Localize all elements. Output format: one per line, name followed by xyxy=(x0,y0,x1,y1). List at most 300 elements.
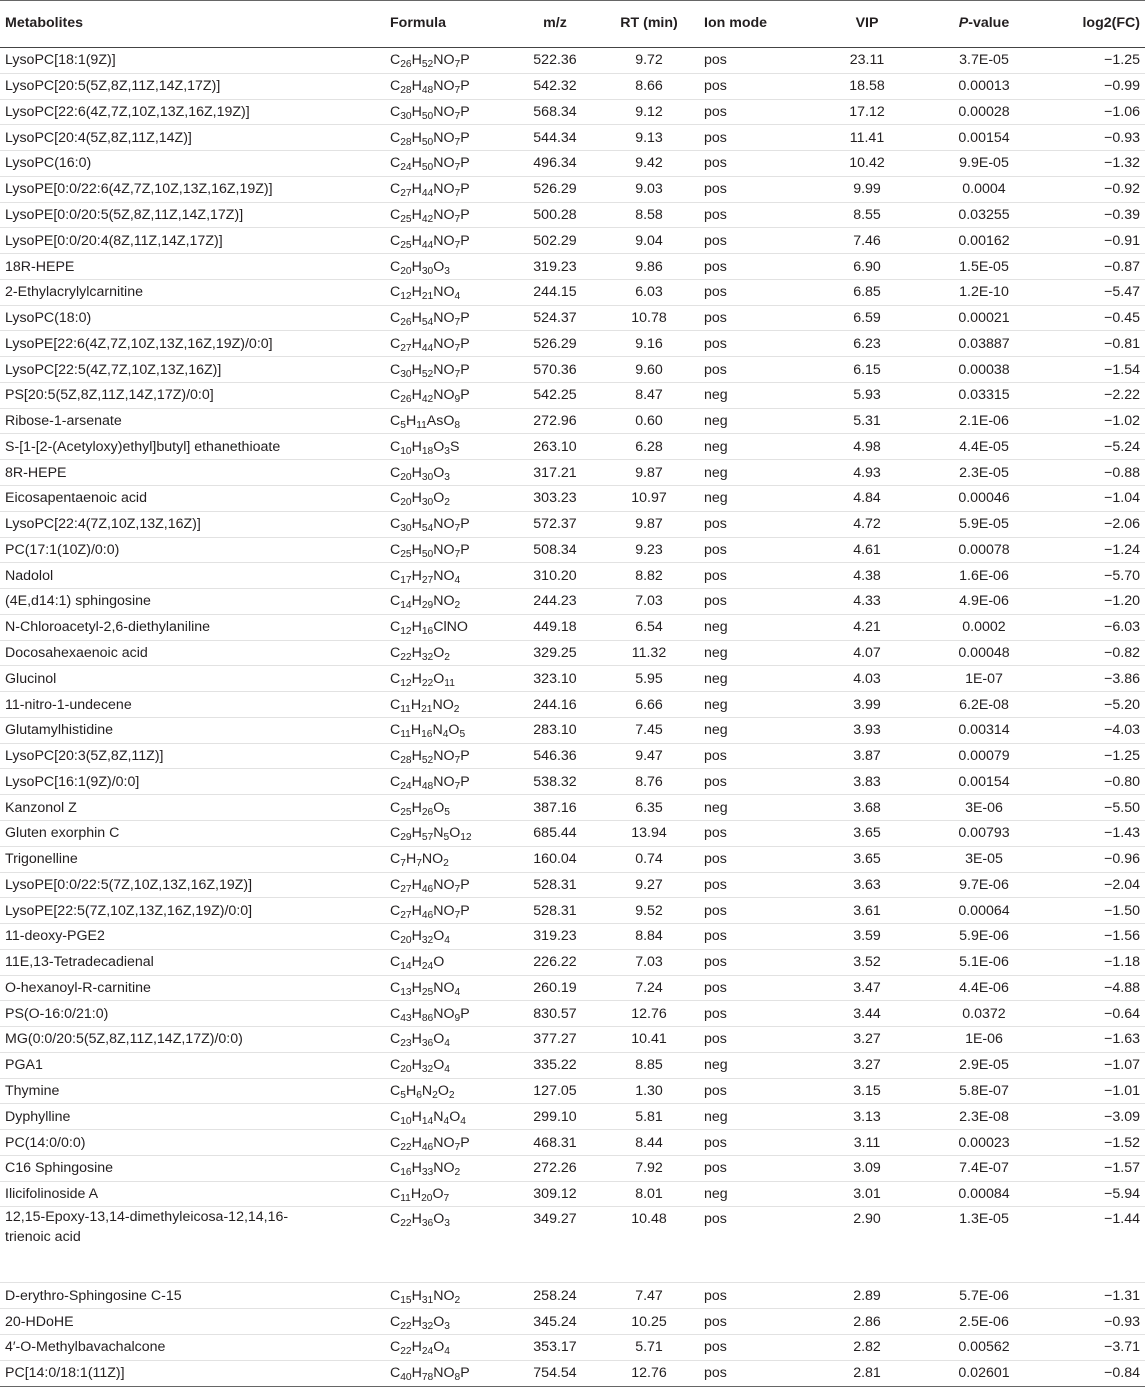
mz-value: 524.37 xyxy=(516,305,594,331)
formula-element: H xyxy=(411,232,422,249)
formula-element: NO xyxy=(433,284,455,301)
p-value: 0.00048 xyxy=(922,640,1046,666)
formula-element: NO xyxy=(433,593,455,610)
log2fc-value: −1.57 xyxy=(1046,1155,1145,1181)
formula-subscript: 22 xyxy=(400,1346,412,1358)
rt-value: 10.25 xyxy=(594,1309,704,1335)
formula-element: C xyxy=(390,206,401,223)
ion-mode-value: neg xyxy=(704,1181,812,1207)
ion-mode-value: pos xyxy=(704,589,812,615)
formula-element: NO xyxy=(433,773,455,790)
vip-value: 3.65 xyxy=(812,846,922,872)
p-value: 0.00562 xyxy=(922,1334,1046,1360)
ion-mode-value: pos xyxy=(704,949,812,975)
ion-mode-value: pos xyxy=(704,254,812,280)
formula-element: C xyxy=(390,438,401,455)
mz-value: 502.29 xyxy=(516,228,594,254)
p-value: 0.00314 xyxy=(922,717,1046,743)
table-row xyxy=(0,125,1145,151)
metabolite-name: Nadolol xyxy=(0,563,390,589)
formula-element: P xyxy=(460,748,470,765)
formula-cell xyxy=(390,1283,516,1309)
formula-cell xyxy=(390,640,516,666)
metabolite-name: 8R-HEPE xyxy=(0,460,390,486)
rt-value: 9.13 xyxy=(594,125,704,151)
log2fc-value: −1.07 xyxy=(1046,1052,1145,1078)
metabolite-name: LysoPC[20:4(5Z,8Z,11Z,14Z)] xyxy=(0,125,390,151)
formula-element: P xyxy=(460,1365,470,1382)
vip-value: 2.89 xyxy=(812,1283,922,1309)
formula-element: H xyxy=(411,567,422,584)
formula-subscript: 4 xyxy=(454,291,461,303)
formula-element: O xyxy=(433,1057,445,1074)
formula-subscript: 3 xyxy=(444,265,450,277)
mz-value: 546.36 xyxy=(516,743,594,769)
header-formula: Formula xyxy=(390,1,516,48)
formula-element: O xyxy=(433,1211,445,1228)
rt-value: 9.27 xyxy=(594,872,704,898)
formula-subscript: 29 xyxy=(421,600,434,612)
header-rt: RT (min) xyxy=(594,1,704,48)
metabolite-name: 12,15-Epoxy-13,14-dimethyleicosa-12,14,16-trienoic acid xyxy=(0,1207,390,1283)
mz-value: 283.10 xyxy=(516,717,594,743)
log2fc-value: −1.50 xyxy=(1046,898,1145,924)
formula-cell xyxy=(390,1334,516,1360)
rt-value: 10.48 xyxy=(594,1207,704,1283)
formula-subscript: 36 xyxy=(421,1218,434,1230)
formula-element: NO xyxy=(433,129,455,146)
formula-subscript: 25 xyxy=(400,548,412,560)
metabolite-name: LysoPC[18:1(9Z)] xyxy=(0,48,390,74)
formula-element: O xyxy=(433,954,445,971)
p-value: 0.00021 xyxy=(922,305,1046,331)
ion-mode-value: pos xyxy=(704,898,812,924)
vip-value: 3.09 xyxy=(812,1155,922,1181)
vip-value: 4.03 xyxy=(812,666,922,692)
formula-element: H xyxy=(411,258,422,275)
formula-element: O xyxy=(449,825,461,842)
formula-element: NO xyxy=(433,1365,455,1382)
ion-mode-value: pos xyxy=(704,1207,812,1283)
vip-value: 3.27 xyxy=(812,1052,922,1078)
formula-element: C xyxy=(390,773,401,790)
vip-value: 3.11 xyxy=(812,1130,922,1156)
table-row xyxy=(0,176,1145,202)
table-row xyxy=(0,151,1145,177)
formula-subscript: 27 xyxy=(400,909,412,921)
vip-value: 3.47 xyxy=(812,975,922,1001)
formula-element: H xyxy=(411,1160,422,1177)
metabolite-name: (4E,d14:1) sphingosine xyxy=(0,589,390,615)
formula-subscript: 5 xyxy=(459,729,466,741)
ion-mode-value: pos xyxy=(704,228,812,254)
formula-subscript: 22 xyxy=(400,652,412,664)
formula-element: P xyxy=(460,129,470,146)
formula-subscript: 30 xyxy=(400,368,412,380)
vip-value: 4.84 xyxy=(812,486,922,512)
formula-subscript: 7 xyxy=(454,162,461,174)
formula-element: P xyxy=(460,78,470,95)
vip-value: 4.98 xyxy=(812,434,922,460)
table-body xyxy=(0,48,1145,1387)
mz-value: 572.37 xyxy=(516,511,594,537)
vip-value: 4.33 xyxy=(812,589,922,615)
log2fc-value: −1.20 xyxy=(1046,589,1145,615)
mz-value: 272.96 xyxy=(516,408,594,434)
ion-mode-value: pos xyxy=(704,924,812,950)
ion-mode-value: pos xyxy=(704,73,812,99)
ion-mode-value: pos xyxy=(704,1283,812,1309)
formula-subscript: 44 xyxy=(421,239,434,251)
formula-subscript: 8 xyxy=(454,420,461,432)
formula-subscript: 12 xyxy=(400,291,412,303)
vip-value: 3.63 xyxy=(812,872,922,898)
formula-element: H xyxy=(411,799,422,816)
ion-mode-value: neg xyxy=(704,1104,812,1130)
p-value: 0.0002 xyxy=(922,614,1046,640)
p-value: 9.7E-06 xyxy=(922,872,1046,898)
formula-element: NO xyxy=(433,335,455,352)
formula-cell xyxy=(390,1360,516,1386)
formula-element: C xyxy=(390,258,401,275)
formula-element: O xyxy=(449,1108,461,1125)
table-row xyxy=(0,666,1145,692)
formula-element: H xyxy=(411,1057,422,1074)
formula-element: H xyxy=(411,593,422,610)
formula-element: H xyxy=(411,155,422,172)
p-value: 0.00046 xyxy=(922,486,1046,512)
table-row xyxy=(0,1309,1145,1335)
log2fc-value: −0.92 xyxy=(1046,176,1145,202)
p-value: 0.03315 xyxy=(922,382,1046,408)
log2fc-value: −1.18 xyxy=(1046,949,1145,975)
formula-element: C xyxy=(390,181,401,198)
mz-value: 244.16 xyxy=(516,692,594,718)
formula-subscript: 7 xyxy=(454,755,461,767)
formula-element: O xyxy=(437,1083,449,1099)
formula-subscript: 12 xyxy=(400,626,412,638)
formula-subscript: 40 xyxy=(400,1372,412,1384)
mz-value: 353.17 xyxy=(516,1334,594,1360)
formula-element: P xyxy=(460,902,470,919)
metabolite-name: 11-deoxy-PGE2 xyxy=(0,924,390,950)
rt-value: 7.03 xyxy=(594,589,704,615)
p-value: 2.1E-06 xyxy=(922,408,1046,434)
table-row xyxy=(0,1207,1145,1283)
mz-value: 244.15 xyxy=(516,279,594,305)
formula-element: C xyxy=(390,799,401,816)
table-row xyxy=(0,614,1145,640)
formula-subscript: 2 xyxy=(444,497,450,509)
table-row xyxy=(0,460,1145,486)
formula-element: C xyxy=(390,1313,401,1330)
log2fc-value: −4.88 xyxy=(1046,975,1145,1001)
metabolite-name: MG(0:0/20:5(5Z,8Z,11Z,14Z,17Z)/0:0) xyxy=(0,1027,390,1053)
metabolite-name: O-hexanoyl-R-carnitine xyxy=(0,975,390,1001)
formula-element: C xyxy=(390,619,401,636)
rt-value: 5.71 xyxy=(594,1334,704,1360)
formula-cell xyxy=(390,666,516,692)
formula-subscript: 2 xyxy=(432,1090,438,1102)
log2fc-value: −0.80 xyxy=(1046,769,1145,795)
p-value: 0.00084 xyxy=(922,1181,1046,1207)
formula-element: O xyxy=(433,799,445,816)
formula-cell xyxy=(390,357,516,383)
formula-element: P xyxy=(460,310,470,327)
formula-element: AsO xyxy=(426,413,455,430)
mz-value: 528.31 xyxy=(516,872,594,898)
formula-element: C xyxy=(390,155,401,172)
rt-value: 6.03 xyxy=(594,279,704,305)
metabolite-name: PC[14:0/18:1(11Z)] xyxy=(0,1360,390,1386)
formula-cell xyxy=(390,1104,516,1130)
log2fc-value: −1.24 xyxy=(1046,537,1145,563)
formula-element: C xyxy=(390,232,401,249)
formula-subscript: 26 xyxy=(400,59,412,71)
formula-subscript: 11 xyxy=(400,1193,411,1205)
mz-value: 526.29 xyxy=(516,176,594,202)
formula-cell xyxy=(390,898,516,924)
log2fc-value: −5.70 xyxy=(1046,563,1145,589)
formula-element: H xyxy=(411,516,422,533)
mz-value: 754.54 xyxy=(516,1360,594,1386)
metabolite-name: LysoPC[22:4(7Z,10Z,13Z,16Z)] xyxy=(0,511,390,537)
log2fc-value: −1.31 xyxy=(1046,1283,1145,1309)
mz-value: 387.16 xyxy=(516,795,594,821)
rt-value: 5.95 xyxy=(594,666,704,692)
formula-element: S xyxy=(449,438,460,455)
ion-mode-value: neg xyxy=(704,1052,812,1078)
mz-value: 377.27 xyxy=(516,1027,594,1053)
metabolite-name: LysoPC[22:5(4Z,7Z,10Z,13Z,16Z)] xyxy=(0,357,390,383)
formula-element: P xyxy=(460,181,470,198)
formula-subscript: 46 xyxy=(421,1141,434,1153)
formula-subscript: 7 xyxy=(454,342,461,354)
rt-value: 8.84 xyxy=(594,924,704,950)
mz-value: 319.23 xyxy=(516,254,594,280)
formula-cell xyxy=(390,151,516,177)
metabolite-name: LysoPC[20:5(5Z,8Z,11Z,14Z,17Z)] xyxy=(0,73,390,99)
table-row xyxy=(0,408,1145,434)
p-value: 4.4E-06 xyxy=(922,975,1046,1001)
formula-element: H xyxy=(411,361,422,378)
p-value: 0.0004 xyxy=(922,176,1046,202)
formula-element: NO xyxy=(433,387,455,404)
formula-element: C xyxy=(390,1005,401,1022)
log2fc-value: −1.02 xyxy=(1046,408,1145,434)
table-row xyxy=(0,795,1145,821)
formula-element: C xyxy=(390,1134,401,1151)
metabolite-name: 11-nitro-1-undecene xyxy=(0,692,390,718)
formula-subscript: 21 xyxy=(421,703,433,715)
formula-cell xyxy=(390,1130,516,1156)
formula-element: C xyxy=(390,1160,401,1177)
metabolite-name: LysoPE[22:6(4Z,7Z,10Z,13Z,16Z,19Z)/0:0] xyxy=(0,331,390,357)
rt-value: 9.16 xyxy=(594,331,704,357)
log2fc-value: −0.93 xyxy=(1046,1309,1145,1335)
vip-value: 6.15 xyxy=(812,357,922,383)
vip-value: 4.61 xyxy=(812,537,922,563)
formula-subscript: 27 xyxy=(400,883,412,895)
formula-subscript: 48 xyxy=(421,85,434,97)
vip-value: 3.68 xyxy=(812,795,922,821)
formula-cell xyxy=(390,1309,516,1335)
mz-value: 323.10 xyxy=(516,666,594,692)
formula-subscript: 50 xyxy=(421,136,434,148)
formula-element: O xyxy=(432,1186,444,1203)
vip-value: 4.21 xyxy=(812,614,922,640)
formula-subscript: 27 xyxy=(421,574,434,586)
formula-element: H xyxy=(411,876,422,893)
formula-cell xyxy=(390,511,516,537)
log2fc-value: −1.25 xyxy=(1046,743,1145,769)
formula-element: NO xyxy=(433,1160,455,1177)
vip-value: 5.31 xyxy=(812,408,922,434)
ion-mode-value: pos xyxy=(704,820,812,846)
p-value: 1.3E-05 xyxy=(922,1207,1046,1283)
formula-element: P xyxy=(460,516,470,533)
table-row xyxy=(0,1027,1145,1053)
p-value: 1.6E-06 xyxy=(922,563,1046,589)
formula-element: NO xyxy=(433,155,455,172)
formula-element: H xyxy=(411,206,422,223)
metabolite-name: LysoPE[22:5(7Z,10Z,13Z,16Z,19Z)/0:0] xyxy=(0,898,390,924)
mz-value: 272.26 xyxy=(516,1155,594,1181)
formula-element: P xyxy=(460,103,470,120)
formula-subscript: 30 xyxy=(421,471,434,483)
formula-subscript: 7 xyxy=(443,1193,450,1205)
formula-subscript: 32 xyxy=(421,1320,434,1332)
p-value: 0.00154 xyxy=(922,769,1046,795)
vip-value: 3.15 xyxy=(812,1078,922,1104)
formula-subscript: 30 xyxy=(421,265,434,277)
table-row xyxy=(0,1334,1145,1360)
mz-value: 568.34 xyxy=(516,99,594,125)
ion-mode-value: neg xyxy=(704,717,812,743)
vip-value: 11.41 xyxy=(812,125,922,151)
formula-subscript: 24 xyxy=(400,162,412,174)
formula-cell xyxy=(390,1181,516,1207)
formula-element: H xyxy=(405,413,417,430)
log2fc-value: −1.04 xyxy=(1046,486,1145,512)
vip-value: 6.90 xyxy=(812,254,922,280)
log2fc-value: −0.45 xyxy=(1046,305,1145,331)
p-value: 3.7E-05 xyxy=(922,48,1046,74)
log2fc-value: −6.03 xyxy=(1046,614,1145,640)
formula-cell xyxy=(390,331,516,357)
header-row xyxy=(0,1,1145,48)
formula-element: H xyxy=(411,1134,422,1151)
metabolite-name: 4′-O-Methylbavachalcone xyxy=(0,1334,390,1360)
formula-subscript: 11 xyxy=(444,677,455,689)
metabolite-name: Docosahexaenoic acid xyxy=(0,640,390,666)
rt-value: 8.85 xyxy=(594,1052,704,1078)
mz-value: 319.23 xyxy=(516,924,594,950)
formula-subscript: 5 xyxy=(400,1090,406,1102)
formula-subscript: 5 xyxy=(400,420,406,432)
formula-subscript: 32 xyxy=(421,935,434,947)
header-log2fc: log2(FC) xyxy=(1046,1,1145,48)
vip-value: 3.87 xyxy=(812,743,922,769)
formula-cell xyxy=(390,73,516,99)
mz-value: 508.34 xyxy=(516,537,594,563)
p-value: 1E-06 xyxy=(922,1027,1046,1053)
formula-subscript: 43 xyxy=(400,1012,412,1024)
mz-value: 526.29 xyxy=(516,331,594,357)
log2fc-value: −0.96 xyxy=(1046,846,1145,872)
formula-cell xyxy=(390,795,516,821)
table-row xyxy=(0,924,1145,950)
p-value: 3E-06 xyxy=(922,795,1046,821)
vip-value: 5.93 xyxy=(812,382,922,408)
formula-element: C xyxy=(390,1108,401,1125)
vip-value: 4.07 xyxy=(812,640,922,666)
formula-subscript: 4 xyxy=(444,1346,450,1358)
formula-element: NO xyxy=(433,979,455,996)
formula-cell xyxy=(390,1207,516,1283)
formula-subscript: 48 xyxy=(421,780,434,792)
rt-value: 10.97 xyxy=(594,486,704,512)
formula-element: O xyxy=(448,722,460,739)
formula-element: H xyxy=(411,284,422,301)
formula-element: H xyxy=(411,1005,422,1022)
formula-subscript: 18 xyxy=(421,445,434,457)
formula-element: P xyxy=(460,1134,470,1151)
table-row xyxy=(0,846,1145,872)
formula-subscript: 3 xyxy=(444,471,450,483)
formula-element: H xyxy=(411,1365,422,1382)
mz-value: 468.31 xyxy=(516,1130,594,1156)
formula-subscript: 7 xyxy=(454,1141,461,1153)
vip-value: 2.86 xyxy=(812,1309,922,1335)
formula-subscript: 12 xyxy=(400,677,412,689)
ion-mode-value: pos xyxy=(704,1001,812,1027)
formula-subscript: 7 xyxy=(454,909,461,921)
formula-subscript: 16 xyxy=(400,1167,412,1179)
metabolite-name: 2-Ethylacrylylcarnitine xyxy=(0,279,390,305)
metabolite-name: LysoPE[0:0/22:5(7Z,10Z,13Z,16Z,19Z)] xyxy=(0,872,390,898)
p-value: 5.9E-06 xyxy=(922,924,1046,950)
formula-subscript: 23 xyxy=(400,1038,412,1050)
p-value: 0.00064 xyxy=(922,898,1046,924)
metabolite-name: D-erythro-Sphingosine C-15 xyxy=(0,1283,390,1309)
formula-subscript: 7 xyxy=(454,368,461,380)
formula-element: C xyxy=(390,593,401,610)
formula-subscript: 52 xyxy=(421,59,434,71)
table-row xyxy=(0,48,1145,74)
table-row xyxy=(0,279,1145,305)
formula-subscript: 30 xyxy=(421,497,434,509)
formula-cell xyxy=(390,589,516,615)
log2fc-value: −3.09 xyxy=(1046,1104,1145,1130)
mz-value: 349.27 xyxy=(516,1207,594,1283)
formula-subscript: 42 xyxy=(421,214,434,226)
formula-element: P xyxy=(460,155,470,172)
rt-value: 6.54 xyxy=(594,614,704,640)
formula-subscript: 11 xyxy=(400,703,411,715)
mz-value: 538.32 xyxy=(516,769,594,795)
formula-cell xyxy=(390,537,516,563)
vip-value: 10.42 xyxy=(812,151,922,177)
formula-element: N xyxy=(433,1108,444,1125)
vip-value: 4.72 xyxy=(812,511,922,537)
ion-mode-value: pos xyxy=(704,872,812,898)
formula-subscript: 7 xyxy=(454,883,461,895)
formula-element: NO xyxy=(433,516,455,533)
log2fc-value: −5.24 xyxy=(1046,434,1145,460)
formula-subscript: 5 xyxy=(444,806,450,818)
rt-value: 8.76 xyxy=(594,769,704,795)
